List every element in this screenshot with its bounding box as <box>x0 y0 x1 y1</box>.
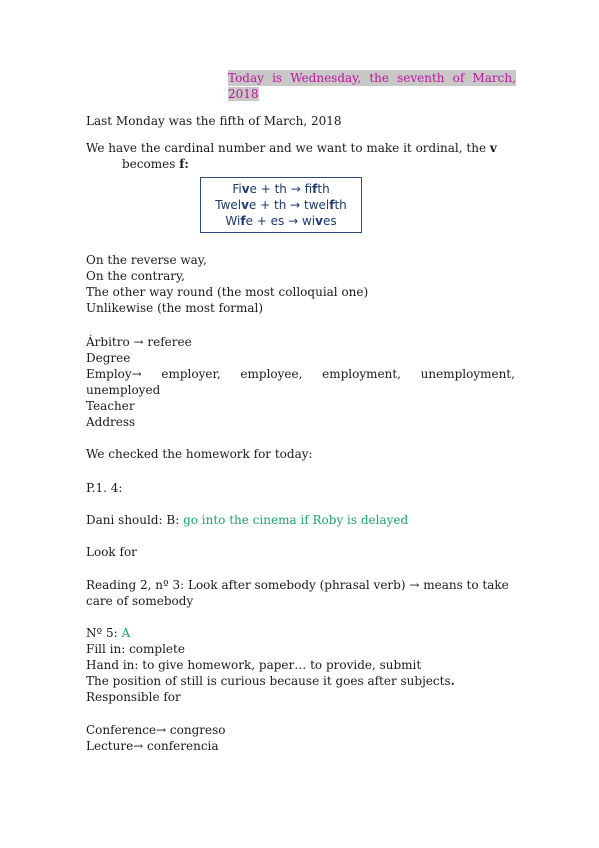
date-title-line1 <box>228 70 516 86</box>
cardinal-bold-v: v <box>489 141 497 155</box>
box-text: e + es → wi <box>245 214 316 228</box>
title-word: the <box>369 71 389 85</box>
reverse-item: The other way round (the most colloquial one) <box>86 285 369 299</box>
n5-label: Nº 5: <box>86 626 122 640</box>
homework-text: We checked the homework for today: <box>86 447 313 461</box>
box-bold: v <box>241 182 250 196</box>
vocab-arbitro: Árbitro → referee <box>86 335 192 349</box>
box-bold: f <box>312 182 318 196</box>
ordinal-rule-box <box>200 177 362 233</box>
box-row <box>201 213 361 229</box>
box-bold: v <box>241 198 249 212</box>
conference-text: Conference→ congreso <box>86 723 226 737</box>
dani-line <box>86 512 408 528</box>
box-text: Twel <box>215 198 242 212</box>
title-word: March, <box>472 71 516 85</box>
box-text: th <box>334 198 347 212</box>
last-monday-text: Last Monday was the fifth of March, 2018 <box>86 114 342 128</box>
employ-word: unemployment, <box>420 367 515 381</box>
dani-label: Dani should: B: <box>86 513 184 527</box>
dani-answer: go into the cinema if Roby is delayed <box>183 513 409 527</box>
box-text: th <box>317 182 330 196</box>
box-bold: v <box>315 214 323 228</box>
n5-line <box>86 625 130 641</box>
date-title-line2 <box>228 86 516 102</box>
responsible-text: Responsible for <box>86 690 181 704</box>
title-word: is <box>272 71 283 85</box>
p14-heading: P.1. 4: <box>86 481 123 495</box>
position-line <box>86 673 455 689</box>
cardinal-text-2: becomes <box>122 157 180 171</box>
cardinal-line2 <box>122 156 189 172</box>
look-for-text: Look for <box>86 545 137 559</box>
employ-word: Employ→ <box>86 367 142 381</box>
hand-in-text: Hand in: to give homework, paper… to provide, submit <box>86 658 422 672</box>
title-word: Today <box>228 71 264 85</box>
box-bold: f <box>240 214 246 228</box>
cardinal-line1 <box>86 140 497 156</box>
position-bold: . <box>450 674 455 688</box>
box-row <box>201 181 361 197</box>
title-word: seventh <box>397 71 445 85</box>
n5-answer: A <box>121 626 131 640</box>
vocab-unemployed: unemployed <box>86 383 161 397</box>
date-title <box>228 70 516 102</box>
box-text: Wi <box>225 214 241 228</box>
reverse-item: On the reverse way, <box>86 253 207 267</box>
box-text: Fi <box>232 182 242 196</box>
fill-in-text: Fill in: complete <box>86 642 185 656</box>
vocab-degree: Degree <box>86 351 131 365</box>
vocab-address: Address <box>86 415 136 429</box>
vocab-teacher: Teacher <box>86 399 135 413</box>
box-text: e + th → fi <box>249 182 313 196</box>
box-text: e + th → twel <box>248 198 330 212</box>
box-row <box>201 197 361 213</box>
position-text: The position of still is curious because it goes after subjects <box>86 674 451 688</box>
vocab-employ-line <box>86 366 515 382</box>
cardinal-bold-f: f: <box>179 157 189 171</box>
box-bold: f <box>329 198 335 212</box>
reading-line2: care of somebody <box>86 594 194 608</box>
box-text: es <box>322 214 337 228</box>
employ-word: employer, <box>161 367 221 381</box>
reading-line1: Reading 2, nº 3: Look after somebody (phrasal verb) → means to take <box>86 578 509 592</box>
title-year: 2018 <box>228 87 259 101</box>
reverse-item: On the contrary, <box>86 269 185 283</box>
cardinal-text: We have the cardinal number and we want to make it ordinal, the <box>86 141 490 155</box>
employ-word: employee, <box>240 367 303 381</box>
lecture-text: Lecture→ conferencia <box>86 739 219 753</box>
employ-word: employment, <box>322 367 401 381</box>
title-word: of <box>452 71 465 85</box>
title-word: Wednesday, <box>290 71 362 85</box>
reverse-item: Unlikewise (the most formal) <box>86 301 264 315</box>
